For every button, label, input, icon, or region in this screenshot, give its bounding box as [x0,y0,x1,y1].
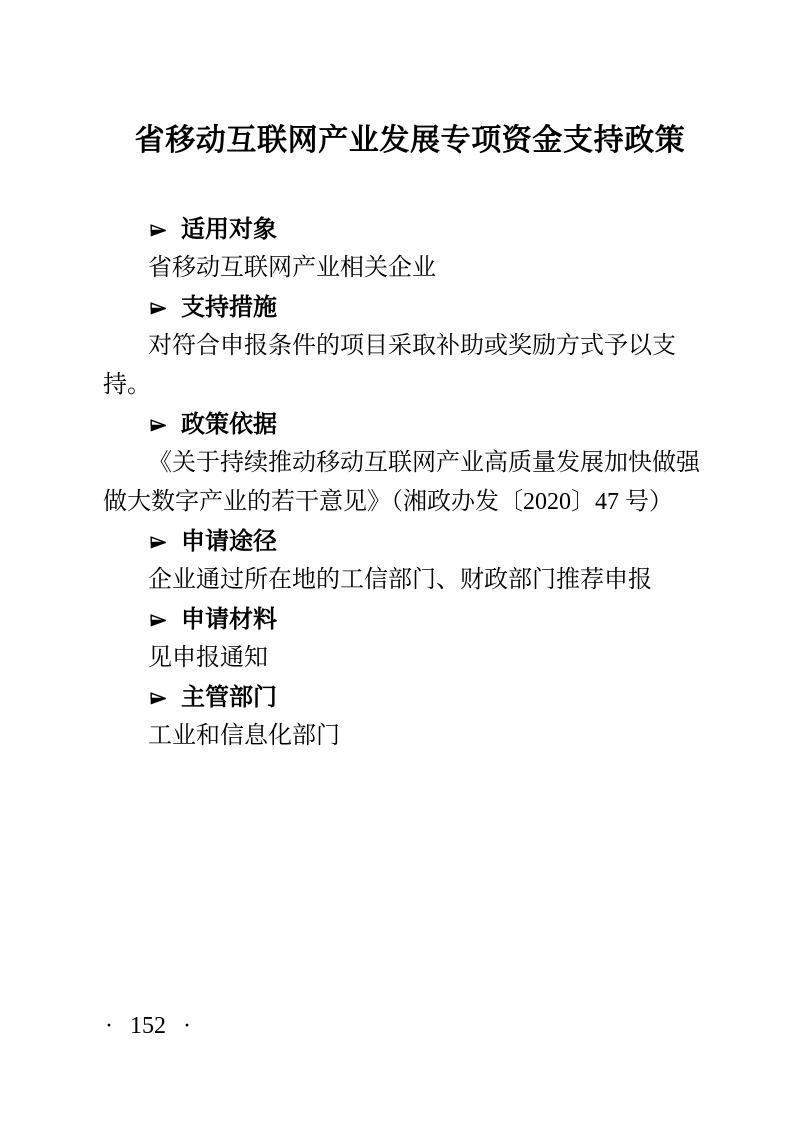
page-content [103,117,717,756]
section-applicable-objects [103,210,717,288]
section-heading-label: 主管部门 [181,683,277,711]
footer-left-dot: · [105,1013,113,1039]
section-competent-department [103,678,717,756]
section-support-measures [103,288,717,405]
body-text-line: 持。 [103,372,151,398]
section-heading [103,678,717,717]
footer-right-dot: · [183,1013,191,1039]
section-heading [103,288,717,327]
body-text-line: 省移动互联网产业相关企业 [148,255,436,281]
arrowhead-right-icon [150,690,167,707]
body-text-line: 做大数字产业的若干意见》（湘政办发〔2020〕47 号） [103,489,673,515]
section-heading [103,522,717,561]
body-text-line: 企业通过所在地的工信部门、财政部门推荐申报 [148,567,652,593]
section-heading-label: 支持措施 [181,293,277,321]
arrowhead-right-icon [150,300,167,317]
section-heading-label: 政策依据 [181,410,277,438]
page-number: 152 [130,1013,166,1039]
body-text-line: 对符合申报条件的项目采取补助或奖励方式予以支 [148,333,676,359]
section-application-channel [103,522,717,600]
section-heading-label: 申请途径 [181,527,277,555]
body-text-line: 工业和信息化部门 [148,723,340,749]
section-heading [103,405,717,444]
section-application-materials [103,600,717,678]
arrowhead-right-icon [150,222,167,239]
section-policy-basis [103,405,717,522]
page-footer [105,1007,191,1046]
arrowhead-right-icon [150,612,167,629]
body-text-line: 《关于持续推动移动互联网产业高质量发展加快做强 [148,450,700,476]
page-title: 省移动互联网产业发展专项资金支持政策 [134,123,686,158]
section-heading [103,210,717,249]
arrowhead-right-icon [150,534,167,551]
section-heading [103,600,717,639]
section-heading-label: 申请材料 [181,605,277,633]
arrowhead-right-icon [150,417,167,434]
section-heading-label: 适用对象 [181,215,277,243]
body-text-line: 见申报通知 [148,645,268,671]
